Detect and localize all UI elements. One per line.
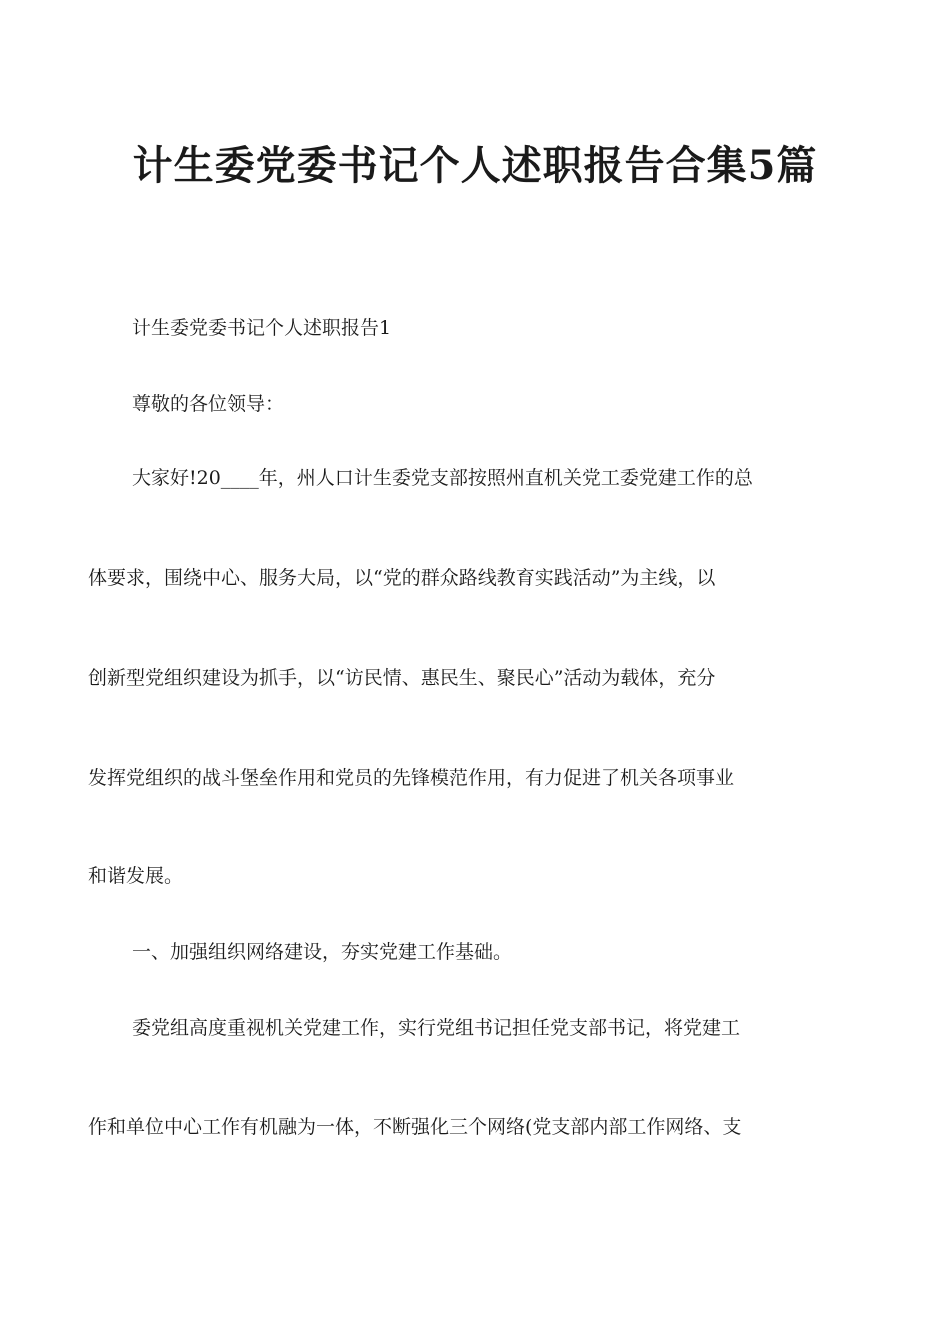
section-heading: 一、加强组织网络建设，夯实党建工作基础。 (132, 941, 513, 963)
report-subtitle: 计生委党委书记个人述职报告1 (132, 317, 392, 339)
body-line: 委党组高度重视机关党建工作，实行党组书记担任党支部书记，将党建工 (132, 1017, 741, 1039)
body-line: 创新型党组织建设为抓手，以“访民情、惠民生、聚民心”活动为载体，充分 (88, 667, 716, 689)
document-title: 计生委党委书记个人述职报告合集5篇 (132, 142, 818, 189)
body-line: 作和单位中心工作有机融为一体，不断强化三个网络(党支部内部工作网络、支 (88, 1116, 742, 1138)
body-line: 和谐发展。 (88, 865, 184, 887)
salutation: 尊敬的各位领导： (132, 393, 285, 415)
body-line: 大家好!20____年，州人口计生委党支部按照州直机关党工委党建工作的总 (132, 467, 753, 489)
body-line: 发挥党组织的战斗堡垒作用和党员的先锋模范作用，有力促进了机关各项事业 (88, 767, 735, 789)
body-line: 体要求，围绕中心、服务大局，以“党的群众路线教育实践活动”为主线，以 (88, 567, 716, 589)
